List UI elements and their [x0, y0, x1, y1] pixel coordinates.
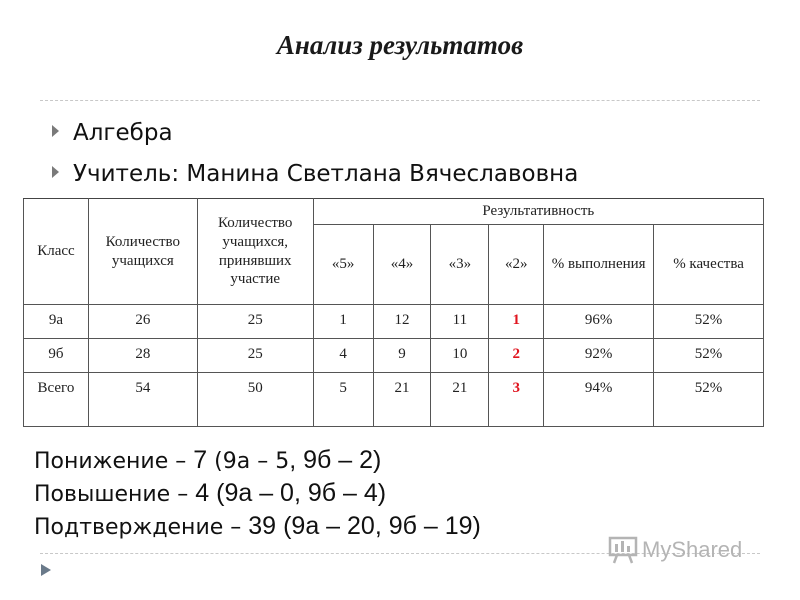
cell-class: Всего — [24, 373, 89, 427]
summary-increase — [34, 479, 386, 508]
header-grade-3: «3» — [431, 225, 489, 305]
title-divider — [40, 100, 760, 101]
header-grade-2: «2» — [489, 225, 544, 305]
cell-completion: 96% — [544, 305, 654, 339]
summary-detail: (9а – 20, 9б – 19) — [283, 512, 481, 540]
cell-grade-5: 1 — [313, 305, 373, 339]
cell-grade-5: 4 — [313, 339, 373, 373]
cell-grade-4: 9 — [373, 339, 431, 373]
header-grade-5: «5» — [313, 225, 373, 305]
cell-grade-5: 5 — [313, 373, 373, 427]
header-participants: Количество учащихся, принявших участие — [197, 199, 313, 305]
cell-quality: 52% — [654, 305, 764, 339]
header-students: Количество учащихся — [88, 199, 197, 305]
header-completion: % выполнения — [544, 225, 654, 305]
cell-class: 9а — [24, 305, 89, 339]
triangle-bullet-icon — [52, 125, 59, 137]
triangle-bullet-icon — [52, 166, 59, 178]
cell-students: 26 — [88, 305, 197, 339]
slide-title: Анализ результатов — [276, 30, 524, 60]
bullet-subject — [52, 120, 173, 146]
summary-label: Понижение – — [34, 449, 187, 474]
cell-students: 54 — [88, 373, 197, 427]
cell-quality: 52% — [654, 339, 764, 373]
header-results: Результативность — [313, 199, 763, 225]
cell-participants: 25 — [197, 339, 313, 373]
table-row-total — [24, 373, 764, 427]
cell-completion: 94% — [544, 373, 654, 427]
cell-grade-2: 3 — [489, 373, 544, 427]
watermark-text: MyShared — [642, 537, 743, 562]
summary-label: Повышение – — [34, 482, 189, 507]
cell-quality: 52% — [654, 373, 764, 427]
bullet-text: Учитель: Манина Светлана Вячеславовна — [73, 161, 579, 187]
table-row — [24, 339, 764, 373]
summary-label: Подтверждение – — [34, 515, 242, 540]
cell-grade-3: 11 — [431, 305, 489, 339]
summary-count: 4 — [195, 479, 210, 507]
table-row — [24, 305, 764, 339]
cell-grade-2: 2 — [489, 339, 544, 373]
cell-class: 9б — [24, 339, 89, 373]
bullet-text: Алгебра — [73, 120, 173, 146]
cell-participants: 25 — [197, 305, 313, 339]
cell-participants: 50 — [197, 373, 313, 427]
cell-grade-4: 12 — [373, 305, 431, 339]
watermark-logo — [608, 535, 742, 565]
cell-grade-4: 21 — [373, 373, 431, 427]
bullet-teacher — [52, 161, 578, 187]
summary-detail-b: , 9б – 2) — [289, 446, 382, 474]
summary-decrease — [34, 446, 381, 475]
summary-count: 39 — [248, 512, 277, 540]
cell-grade-3: 21 — [431, 373, 489, 427]
header-class: Класс — [24, 199, 89, 305]
header-quality: % качества — [654, 225, 764, 305]
summary-count: 7 — [193, 446, 208, 474]
summary-detail: (9а – 5 — [214, 449, 290, 474]
cell-grade-2: 1 — [489, 305, 544, 339]
presentation-board-icon — [608, 535, 638, 565]
cell-completion: 92% — [544, 339, 654, 373]
corner-arrow-icon — [38, 562, 54, 578]
results-table — [23, 198, 764, 427]
summary-confirmation — [34, 512, 481, 541]
header-grade-4: «4» — [373, 225, 431, 305]
summary-detail: (9а – 0, 9б – 4) — [216, 479, 387, 507]
cell-students: 28 — [88, 339, 197, 373]
cell-grade-3: 10 — [431, 339, 489, 373]
